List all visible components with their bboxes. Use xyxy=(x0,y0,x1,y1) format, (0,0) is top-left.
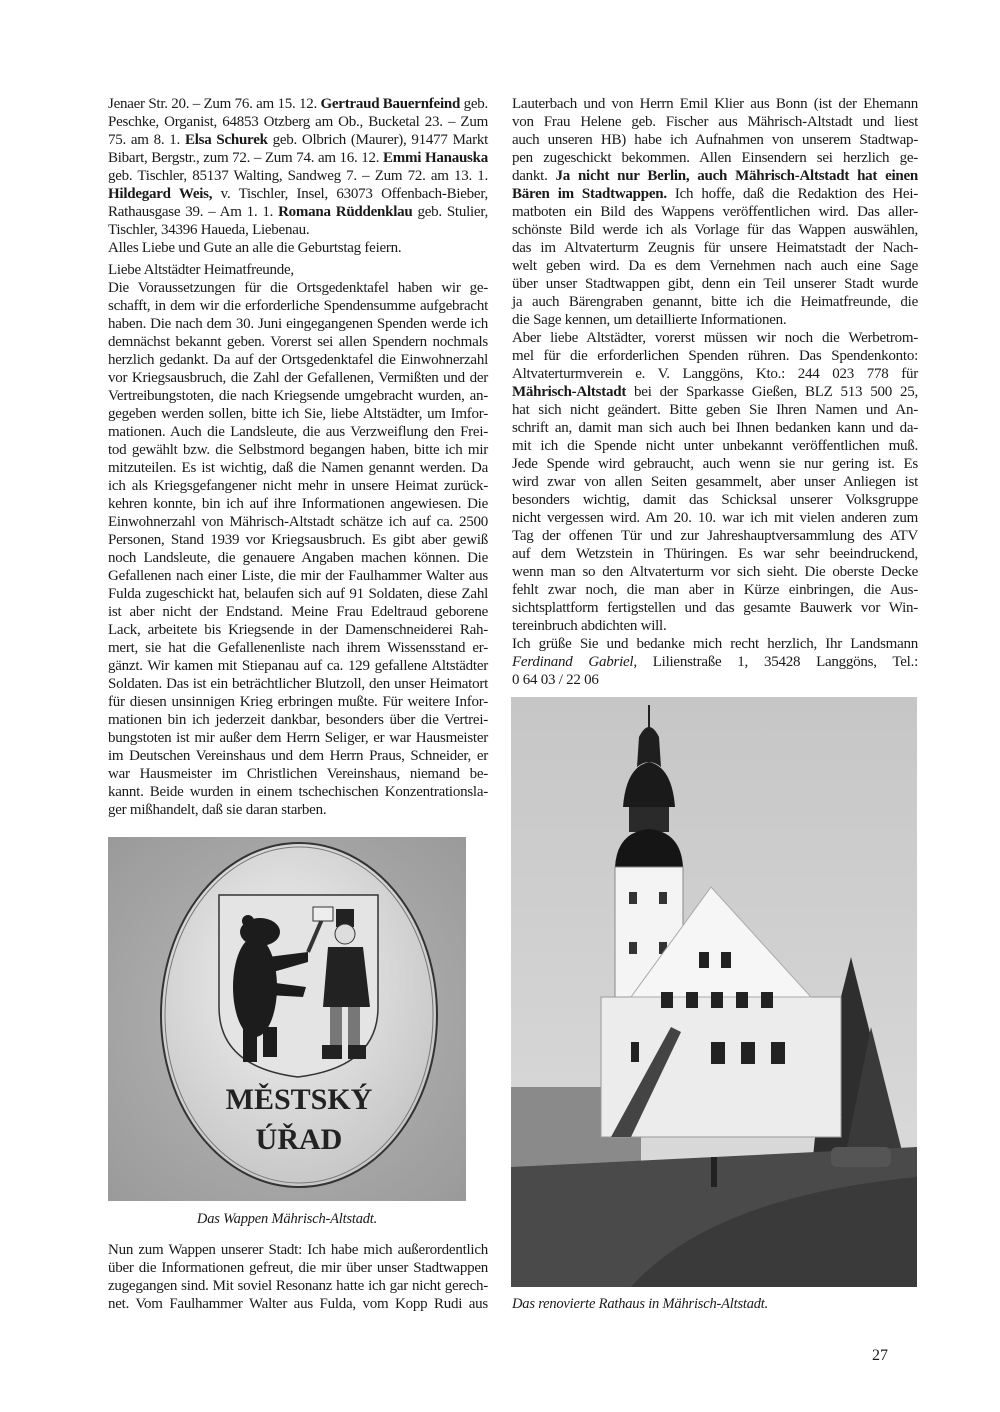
text-run: Tag der offenen Tür und zur Jahreshauptversammlung des ATV xyxy=(512,528,918,544)
bold-text: Mährisch-Altstadt xyxy=(512,384,627,400)
text-run: die Sage kennen, um detaillierte Informationen. xyxy=(512,312,787,328)
text-line xyxy=(512,671,918,689)
text-line xyxy=(512,563,918,581)
left-column-text xyxy=(108,95,488,819)
text-line xyxy=(512,221,918,239)
text-line xyxy=(108,315,488,333)
text-run: Rathausgase 39. – Am 1. 1. xyxy=(108,204,279,220)
text-run: schönste Bild werde ich als Vorlage für das Wappen auswählen, xyxy=(512,222,918,238)
text-line xyxy=(108,351,488,369)
text-run: mationen. Auch die Landsleute, die aus Verzweiflung den Frei- xyxy=(108,424,488,440)
text-line xyxy=(512,653,918,671)
text-line xyxy=(512,113,918,131)
text-run: kehren konnte, bin ich auf ihre Informationen angewiesen. Die xyxy=(108,496,488,512)
text-line xyxy=(512,491,918,509)
text-line xyxy=(512,419,918,437)
text-run: auf dem Wetzstein in Thüringen. Es war sehr beeindruckend, xyxy=(512,546,918,562)
text-line xyxy=(108,441,488,459)
italic-text: Ferdinand Gabriel, xyxy=(512,654,637,670)
text-run: mert, sie hat die Gefallenenliste nach ihrem Wissensstand er- xyxy=(108,640,488,656)
text-line xyxy=(512,617,918,635)
bold-text: Gertraud Bauernfeind xyxy=(320,96,461,112)
text-line xyxy=(108,221,488,239)
text-run: ich als Kriegsgefangener nicht mehr in unsere Heimat zurück- xyxy=(108,478,488,494)
text-run: Lack, arbeitete bis Kriegsende in der Damenschneiderei Rah- xyxy=(108,622,488,638)
text-run: Alles Liebe und Gute an alle die Geburtstag feiern. xyxy=(108,240,402,256)
text-run: ist aber nicht der Endstand. Meine Frau Edeltraud geborene xyxy=(108,604,488,620)
text-run: fehlt zwar noch, die man aber in Kürze einbringen, die Aus- xyxy=(512,582,918,598)
text-line xyxy=(108,531,488,549)
text-line xyxy=(108,477,488,495)
paragraph xyxy=(512,329,918,635)
page-number: 27 xyxy=(872,1347,888,1364)
text-line xyxy=(108,131,488,149)
text-line xyxy=(512,131,918,149)
text-line xyxy=(512,149,918,167)
text-run: gegeben werden sollen, bitte ich Sie, liebe Altstädter, um Imfor- xyxy=(108,406,488,422)
text-line xyxy=(108,405,488,423)
text-line xyxy=(108,149,488,167)
text-run: gänzt. Wir kamen mit Stiepanau auf ca. 129 gefallene Altstädter xyxy=(108,658,488,674)
text-run: mitzuteilen. Es ist wichtig, daß die Namen genannt werden. Da xyxy=(108,460,488,476)
text-run: ja auch Bärengraben genannt, bitte ich die Heimatfreunde, die xyxy=(512,294,918,310)
text-line xyxy=(512,509,918,527)
text-run: herzlich gedankt. Da auf der Ortsgedenktafel die Einwohnerzahl xyxy=(108,352,488,368)
paragraph xyxy=(108,279,488,819)
text-run: pen zugeschickt bekommen. Allen Einsendern sei herzlich ge- xyxy=(512,150,918,166)
text-line xyxy=(512,401,918,419)
text-run: Einwohnerzahl von Mährisch-Altstadt schätze ich auf ca. 2500 xyxy=(108,514,488,530)
text-run: schafft, in dem wir die erforderliche Spendensumme aufgebracht xyxy=(108,298,488,314)
text-run: Lauterbach und von Herrn Emil Klier aus Bonn (ist der Ehemann xyxy=(512,96,918,112)
text-run: mit ich die Spende nicht unter unbekannt veröffentlichen muß. xyxy=(512,438,918,454)
text-run: 75. am 8. 1. xyxy=(108,132,185,148)
sign-text-line1: MĚSTSKÝ xyxy=(225,1083,373,1116)
text-line xyxy=(108,729,488,747)
text-run: Lilienstraße 1, 35428 Langgöns, Tel.: xyxy=(636,654,918,670)
text-run: noch Landsleute, die genauere Angaben machen können. Die xyxy=(108,550,488,566)
text-run: net. Vom Faulhammer Walter aus Fulda, vom Kopp Rudi aus xyxy=(108,1296,488,1312)
text-line xyxy=(108,239,488,257)
text-run: Tischler, 34396 Haueda, Liebenau. xyxy=(108,222,310,238)
text-run: Jede Spende wird gebraucht, auch wenn sie nur gering ist. Es xyxy=(512,456,918,472)
text-run: Peschke, Organist, 64853 Otzberg am Ob., Bucketal 23. – Zum xyxy=(108,114,488,130)
town-hall-photo xyxy=(511,697,917,1287)
text-line xyxy=(512,203,918,221)
text-run: Altvaterturmverein e. V. Langgöns, Kto.: 244 023 778 für xyxy=(512,366,918,382)
text-line xyxy=(108,279,488,297)
text-line xyxy=(108,1277,488,1295)
text-run: hat sich nicht geändert. Bitte geben Sie Ihren Namen und An- xyxy=(512,402,918,418)
text-run: über unser Stadtwappen gibt, denn ein Teil unserer Stadt wurde xyxy=(512,276,918,292)
text-run: Soldaten. Das ist ein beträchtlicher Blutzoll, den unser Heimatort xyxy=(108,676,488,692)
text-line xyxy=(108,585,488,603)
text-run: welt geben wird. Da es dem Vernehmen nach auch eine Sage xyxy=(512,258,918,274)
text-line xyxy=(108,603,488,621)
text-line xyxy=(512,257,918,275)
text-line xyxy=(512,239,918,257)
text-run: war Hausmeister im Christlichen Vereinshaus, niemand be- xyxy=(108,766,488,782)
text-line xyxy=(512,329,918,347)
paragraph xyxy=(108,95,488,239)
coat-of-arms-photo xyxy=(108,837,466,1201)
text-run: Bibart, Bergstr., zum 72. – Zum 74. am 16. 12. xyxy=(108,150,384,166)
town-hall-caption: Das renovierte Rathaus in Mährisch-Altstadt. xyxy=(512,1296,769,1312)
text-run: mationen bin ich jederzeit dankbar, besonders über die Vertrei- xyxy=(108,712,488,728)
text-run: im Deutschen Vereinshaus und dem Herrn Praus, Schneider, er xyxy=(108,748,488,764)
text-line xyxy=(108,639,488,657)
paragraph xyxy=(108,261,488,279)
text-line xyxy=(108,747,488,765)
text-line xyxy=(512,293,918,311)
paragraph xyxy=(512,635,918,689)
bold-text: Emmi Hanauska xyxy=(383,150,488,166)
text-run: dankt. xyxy=(512,168,556,184)
bold-text: Romana Rüddenklau xyxy=(278,204,413,220)
text-run: Vertreibungstoten, die nach Kriegsende umgebracht wurden, an- xyxy=(108,388,488,404)
text-line xyxy=(512,365,918,383)
bold-text: Elsa Schurek xyxy=(184,132,268,148)
text-line xyxy=(108,167,488,185)
text-line xyxy=(108,387,488,405)
text-run: besonders wichtig, damit das Schicksal unserer Volksgruppe xyxy=(512,492,918,508)
text-line xyxy=(108,1295,488,1313)
text-run: geb. xyxy=(460,96,488,112)
text-run: bungstoten ist mir außer dem Herrn Seliger, er war Hausmeister xyxy=(108,730,488,746)
text-run: Jenaer Str. 20. – Zum 76. am 15. 12. xyxy=(108,96,321,112)
text-run: ger mißhandelt, daß sie daran starben. xyxy=(108,802,327,818)
text-run: Gefallenen nach einer Liste, die mir der Faulhammer Walter aus xyxy=(108,568,488,584)
text-line xyxy=(512,347,918,365)
text-run: Liebe Altstädter Heimatfreunde, xyxy=(108,262,294,278)
text-run: von Frau Helene geb. Fischer aus Mährisch-Altstadt und liest xyxy=(512,114,918,130)
text-run: bei der Sparkasse Gießen, BLZ 513 500 25, xyxy=(626,384,918,400)
text-run: wird zwar von allen Seiten gesammelt, aber unser Anliegen ist xyxy=(512,474,918,490)
text-run: tod gewählt bzw. die Selbstmord begangen haben, bitte ich mir xyxy=(108,442,488,458)
text-line xyxy=(512,581,918,599)
text-line xyxy=(512,311,918,329)
text-line xyxy=(108,261,488,279)
text-run: über die Informationen gefreut, die mir über unser Stadtwappen xyxy=(108,1260,488,1276)
text-run: auch unseren HB) habe ich Aufnahmen von unserem Stadtwap- xyxy=(512,132,918,148)
text-line xyxy=(108,567,488,585)
text-run: demnächst bekannt geben. Vorerst sei allen Spendern nochmals xyxy=(108,334,488,350)
text-run: vor Kriegsausbruch, die Zahl der Gefallenen, Vermißten und der xyxy=(108,370,488,386)
text-run: Personen, Stand 1939 vor Kriegsausbruch. Es gibt aber gewiß xyxy=(108,532,488,548)
text-line xyxy=(512,545,918,563)
text-run: wenn man so den Altvaterturm vor sich sieht. Die oberste Decke xyxy=(512,564,918,580)
text-run: Nun zum Wappen unserer Stadt: Ich habe mich außerordentlich xyxy=(108,1242,488,1258)
text-line xyxy=(108,423,488,441)
text-line xyxy=(108,333,488,351)
text-line xyxy=(108,765,488,783)
text-run: v. Tischler, Insel, 63073 Offenbach-Bieber, xyxy=(212,186,488,202)
paragraph xyxy=(108,239,488,257)
text-run: tereinbruch abdichten will. xyxy=(512,618,667,634)
text-line xyxy=(108,369,488,387)
text-run: zugegangen sind. Mit soviel Resonanz hatte ich gar nicht gerech- xyxy=(108,1278,488,1294)
text-line xyxy=(108,693,488,711)
text-line xyxy=(108,95,488,113)
text-line xyxy=(512,275,918,293)
text-line xyxy=(512,167,918,185)
text-line xyxy=(108,1241,488,1259)
text-run: Fulda zugeschickt hat, belaufen sich auf 91 Soldaten, diese Zahl xyxy=(108,586,488,602)
text-run: kannt. Beide wurden in einem tschechischen Konzentrationsla- xyxy=(108,784,488,800)
text-run: geb. Stulier, xyxy=(412,204,488,220)
bold-text: Hildegard Weis, xyxy=(108,186,213,202)
text-run: geb. Olbrich (Maurer), 91477 Markt xyxy=(267,132,488,148)
text-run: haben. Die nach dem 30. Juni eingegangenen Spenden werde ich xyxy=(108,316,488,332)
text-line xyxy=(512,599,918,617)
text-line xyxy=(512,635,918,653)
text-line xyxy=(512,437,918,455)
text-line xyxy=(108,711,488,729)
text-run: das im Altvaterturm Zeugnis für unsere Heimatstadt der Nach- xyxy=(512,240,918,256)
bold-text: Bären im Stadtwappen. xyxy=(512,186,667,202)
text-line xyxy=(108,297,488,315)
text-line xyxy=(512,527,918,545)
sign-text-line2: ÚŘAD xyxy=(255,1123,343,1156)
text-run: 0 64 03 / 22 06 xyxy=(512,672,599,688)
text-line xyxy=(108,203,488,221)
text-line xyxy=(108,657,488,675)
text-run: nicht vergessen wird. Am 20. 10. war ich mit vielen anderen zum xyxy=(512,510,918,526)
text-run: geb. Tischler, 85137 Walting, Sandweg 7. – Zum 72. am 13. 1. xyxy=(108,168,488,184)
text-line xyxy=(108,675,488,693)
text-line xyxy=(108,185,488,203)
text-run: schrift an, damit man sich auch bei Ihnen bedanken kann und da- xyxy=(512,420,918,436)
text-line xyxy=(108,783,488,801)
text-run: Die Voraussetzungen für die Ortsgedenktafel haben wir ge- xyxy=(108,280,488,296)
bold-text: Ja nicht nur Berlin, auch Mährisch-Altstadt hat einen xyxy=(555,168,919,184)
text-run: matboten ein Bild des Wappens veröffentlichen wird. Das aller- xyxy=(512,204,918,220)
text-run: Ich hoffe, daß die Redaktion des Hei- xyxy=(666,186,918,202)
text-line xyxy=(512,383,918,401)
paragraph xyxy=(512,95,918,329)
text-line xyxy=(108,513,488,531)
text-line xyxy=(108,549,488,567)
text-line xyxy=(108,113,488,131)
text-run: sichtsplattform fertigstellen und das gesamte Bauwerk vor Win- xyxy=(512,600,918,616)
text-line xyxy=(512,455,918,473)
text-line xyxy=(512,95,918,113)
text-line xyxy=(108,621,488,639)
text-run: mel für die erforderlichen Spenden rühren. Das Spendenkonto: xyxy=(512,348,918,364)
text-run: für diesen unsinnigen Krieg erbringen mußte. Für weitere Infor- xyxy=(108,694,488,710)
text-line xyxy=(108,459,488,477)
text-line xyxy=(512,473,918,491)
paragraph xyxy=(108,1241,488,1313)
text-line xyxy=(512,185,918,203)
text-run: Aber liebe Altstädter, vorerst müssen wir noch die Werbetrom- xyxy=(512,330,918,346)
text-run: Ich grüße Sie und bedanke mich recht herzlich, Ihr Landsmann xyxy=(512,636,918,652)
text-line xyxy=(108,495,488,513)
text-line xyxy=(108,1259,488,1277)
right-column-text xyxy=(512,95,918,689)
coat-of-arms-caption: Das Wappen Mährisch-Altstadt. xyxy=(196,1211,378,1227)
text-line xyxy=(108,801,488,819)
bottom-left-text xyxy=(108,1241,488,1313)
